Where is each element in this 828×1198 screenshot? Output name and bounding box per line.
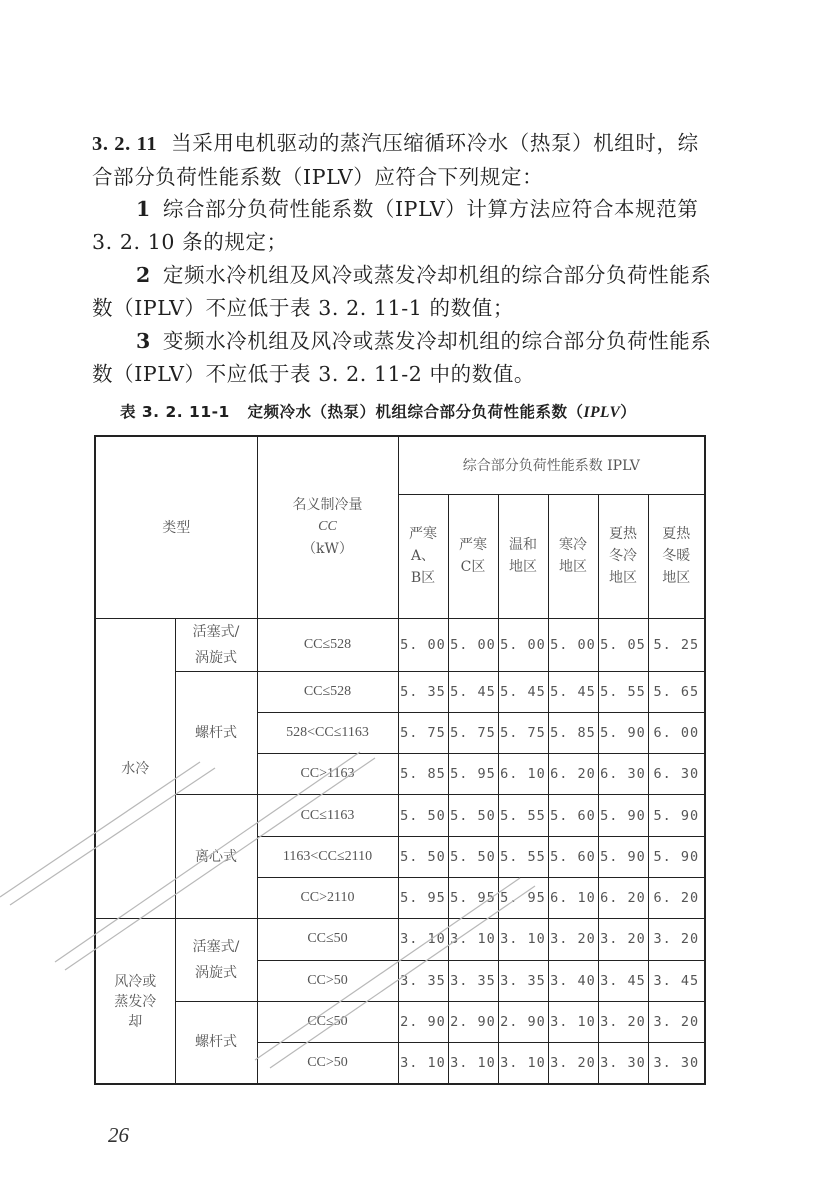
iplv-value-cell: 3. 10 xyxy=(398,919,448,960)
iplv-value-cell: 2. 90 xyxy=(448,1001,498,1042)
iplv-value-cell: 3. 40 xyxy=(548,960,598,1001)
header-zone-4 xyxy=(548,494,598,618)
subgroup-name: 离心式 xyxy=(195,848,237,865)
iplv-value-cell: 3. 35 xyxy=(498,960,548,1001)
iplv-value-cell: 5. 00 xyxy=(398,618,448,671)
capacity-cell: CC≤50 xyxy=(257,1001,398,1042)
iplv-value-cell: 6. 20 xyxy=(598,877,648,918)
group-cell xyxy=(95,919,175,1084)
header-zone-line: 夏热 xyxy=(609,526,637,542)
iplv-value-cell: 5. 00 xyxy=(548,618,598,671)
header-zone-line: 冬冷 xyxy=(609,548,637,564)
subgroup-cell xyxy=(175,795,257,919)
iplv-value-cell: 6. 30 xyxy=(598,754,648,795)
header-capacity-line1: 名义制冷量 xyxy=(292,497,363,514)
header-zone-line: C区 xyxy=(460,559,486,575)
iplv-value-cell: 3. 20 xyxy=(548,1043,598,1084)
table-caption-prefix: 表 3. 2. 11-1 xyxy=(120,403,230,421)
iplv-value-cell: 2. 90 xyxy=(398,1001,448,1042)
header-zone-line: 严寒 xyxy=(409,526,437,542)
group-name: 风冷或蒸发冷却 xyxy=(114,974,157,1031)
capacity-cell: CC>2110 xyxy=(257,877,398,918)
iplv-value-cell: 5. 95 xyxy=(398,877,448,918)
iplv-value-cell: 3. 10 xyxy=(398,1043,448,1084)
iplv-value-cell: 3. 30 xyxy=(598,1043,648,1084)
iplv-value-cell: 5. 90 xyxy=(648,836,705,877)
iplv-value-cell: 5. 55 xyxy=(498,836,548,877)
item-3 xyxy=(92,325,712,391)
subgroup-name: 螺杆式 xyxy=(195,724,237,741)
clause-paragraph xyxy=(92,127,712,194)
iplv-value-cell: 5. 55 xyxy=(598,671,648,712)
header-zone-line: 温和 xyxy=(509,537,537,553)
table-row xyxy=(95,618,705,671)
subgroup-cell xyxy=(175,618,257,671)
iplv-value-cell: 5. 65 xyxy=(648,671,705,712)
header-zone-line: 地区 xyxy=(559,559,587,575)
header-zone-6 xyxy=(648,494,705,618)
header-iplv-group: 综合部分负荷性能系数 IPLV xyxy=(398,436,705,494)
iplv-value-cell: 3. 10 xyxy=(498,919,548,960)
iplv-value-cell: 5. 45 xyxy=(448,671,498,712)
table-caption-suffix: ） xyxy=(620,403,637,421)
subgroup-cell xyxy=(175,919,257,1002)
iplv-value-cell: 5. 95 xyxy=(498,877,548,918)
iplv-value-cell: 5. 45 xyxy=(548,671,598,712)
iplv-value-cell: 5. 00 xyxy=(498,618,548,671)
item-3-index: 3 xyxy=(136,329,151,353)
iplv-value-cell: 6. 00 xyxy=(648,712,705,753)
table-caption xyxy=(120,400,636,422)
table-row xyxy=(95,919,705,960)
subgroup-name: 涡旋式 xyxy=(195,965,237,982)
table-row xyxy=(95,671,705,712)
group-cell xyxy=(95,618,175,919)
iplv-value-cell: 5. 35 xyxy=(398,671,448,712)
capacity-cell: CC>50 xyxy=(257,960,398,1001)
clause-number: 3. 2. 11 xyxy=(92,133,158,155)
iplv-value-cell: 5. 05 xyxy=(598,618,648,671)
iplv-value-cell: 5. 85 xyxy=(548,712,598,753)
capacity-cell: 528<CC≤1163 xyxy=(257,712,398,753)
iplv-value-cell: 5. 00 xyxy=(448,618,498,671)
page-number: 26 xyxy=(108,1123,129,1147)
iplv-table xyxy=(94,435,706,1085)
subgroup-cell xyxy=(175,671,257,795)
header-zone-line: B区 xyxy=(410,570,436,586)
header-zone-line: 地区 xyxy=(509,559,537,575)
iplv-value-cell: 5. 50 xyxy=(398,795,448,836)
iplv-value-cell: 2. 90 xyxy=(498,1001,548,1042)
iplv-value-cell: 6. 20 xyxy=(548,754,598,795)
capacity-cell: CC≤1163 xyxy=(257,795,398,836)
subgroup-name: 活塞式/ xyxy=(192,623,240,640)
iplv-value-cell: 5. 90 xyxy=(598,712,648,753)
subgroup-cell xyxy=(175,1001,257,1084)
header-zone-line: A、 xyxy=(410,548,436,564)
iplv-value-cell: 5. 60 xyxy=(548,836,598,877)
clause-text: 当采用电机驱动的蒸汽压缩循环冷水（热泵）机组时，综合部分负荷性能系数（IPLV）应符合下列规定： xyxy=(92,131,699,189)
iplv-value-cell: 3. 20 xyxy=(648,919,705,960)
iplv-value-cell: 3. 10 xyxy=(548,1001,598,1042)
iplv-value-cell: 3. 35 xyxy=(398,960,448,1001)
iplv-value-cell: 3. 10 xyxy=(498,1043,548,1084)
header-zone-2 xyxy=(448,494,498,618)
table-caption-text: 定频冷水（热泵）机组综合部分负荷性能系数（ xyxy=(247,403,584,421)
iplv-value-cell: 3. 35 xyxy=(448,960,498,1001)
header-zone-line: 地区 xyxy=(609,570,637,586)
item-2-text: 定频水冷机组及风冷或蒸发冷却机组的综合部分负荷性能系数（IPLV）不应低于表 3. 2. 11-1 的数值； xyxy=(92,263,712,320)
iplv-value-cell: 5. 50 xyxy=(448,795,498,836)
iplv-value-cell: 3. 45 xyxy=(648,960,705,1001)
capacity-cell: CC>1163 xyxy=(257,754,398,795)
table-caption-abbrev: IPLV xyxy=(583,404,621,421)
header-capacity-unit: （kW） xyxy=(302,541,353,558)
iplv-value-cell: 5. 50 xyxy=(448,836,498,877)
capacity-cell: CC>50 xyxy=(257,1043,398,1084)
header-capacity xyxy=(257,436,398,618)
iplv-value-cell: 5. 90 xyxy=(648,795,705,836)
capacity-cell: 1163<CC≤2110 xyxy=(257,836,398,877)
iplv-value-cell: 5. 95 xyxy=(448,877,498,918)
iplv-value-cell: 5. 85 xyxy=(398,754,448,795)
item-3-text: 变频水冷机组及风冷或蒸发冷却机组的综合部分负荷性能系数（IPLV）不应低于表 3. 2. 11-2 中的数值。 xyxy=(92,329,712,386)
iplv-value-cell: 5. 75 xyxy=(448,712,498,753)
iplv-value-cell: 3. 20 xyxy=(648,1001,705,1042)
capacity-cell: CC≤50 xyxy=(257,919,398,960)
iplv-value-cell: 3. 45 xyxy=(598,960,648,1001)
iplv-value-cell: 6. 20 xyxy=(648,877,705,918)
capacity-cell: CC≤528 xyxy=(257,671,398,712)
iplv-value-cell: 5. 75 xyxy=(498,712,548,753)
iplv-value-cell: 3. 10 xyxy=(448,1043,498,1084)
group-name: 水冷 xyxy=(121,761,150,778)
iplv-value-cell: 3. 20 xyxy=(598,919,648,960)
iplv-value-cell: 3. 30 xyxy=(648,1043,705,1084)
iplv-value-cell: 5. 75 xyxy=(398,712,448,753)
iplv-value-cell: 6. 10 xyxy=(498,754,548,795)
iplv-value-cell: 3. 20 xyxy=(598,1001,648,1042)
item-2 xyxy=(92,259,712,325)
header-zone-line: 冬暖 xyxy=(662,548,691,564)
subgroup-name: 活塞式/ xyxy=(192,939,240,956)
header-zone-line: 严寒 xyxy=(459,537,487,553)
iplv-value-cell: 6. 30 xyxy=(648,754,705,795)
table-row xyxy=(95,1001,705,1042)
item-1 xyxy=(92,193,712,259)
header-type: 类型 xyxy=(95,436,257,618)
subgroup-name: 螺杆式 xyxy=(195,1034,237,1051)
iplv-value-cell: 5. 45 xyxy=(498,671,548,712)
iplv-value-cell: 5. 55 xyxy=(498,795,548,836)
iplv-value-cell: 5. 50 xyxy=(398,836,448,877)
header-zone-1 xyxy=(398,494,448,618)
capacity-cell: CC≤528 xyxy=(257,618,398,671)
item-1-index: 1 xyxy=(136,197,151,221)
header-zone-line: 地区 xyxy=(662,570,691,586)
iplv-value-cell: 5. 25 xyxy=(648,618,705,671)
header-capacity-symbol: CC xyxy=(318,519,337,535)
header-zone-line: 夏热 xyxy=(662,526,691,542)
iplv-value-cell: 5. 90 xyxy=(598,836,648,877)
item-2-index: 2 xyxy=(136,263,151,287)
iplv-value-cell: 5. 60 xyxy=(548,795,598,836)
iplv-value-cell: 6. 10 xyxy=(548,877,598,918)
iplv-value-cell: 3. 20 xyxy=(548,919,598,960)
header-zone-3 xyxy=(498,494,548,618)
subgroup-name: 涡旋式 xyxy=(195,649,237,666)
header-zone-5 xyxy=(598,494,648,618)
item-1-text: 综合部分负荷性能系数（IPLV）计算方法应符合本规范第 3. 2. 10 条的规定； xyxy=(92,197,699,254)
iplv-value-cell: 5. 95 xyxy=(448,754,498,795)
iplv-value-cell: 5. 90 xyxy=(598,795,648,836)
iplv-value-cell: 3. 10 xyxy=(448,919,498,960)
table-row xyxy=(95,795,705,836)
header-zone-line: 寒冷 xyxy=(559,537,587,553)
